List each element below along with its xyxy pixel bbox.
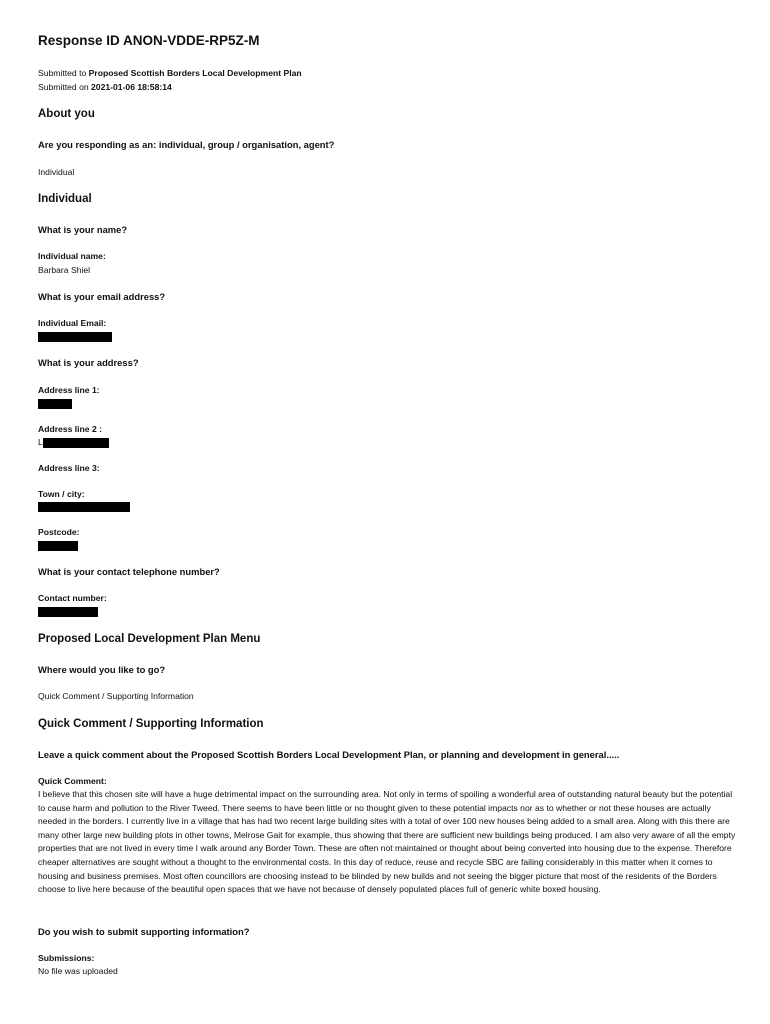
town-label: Town / city:	[38, 489, 85, 499]
menu-answer: Quick Comment / Supporting Information	[38, 691, 194, 701]
address-line-2-redaction	[43, 438, 109, 448]
email-redaction	[38, 332, 112, 342]
supporting-info-question: Do you wish to submit supporting information?	[38, 926, 250, 937]
name-value: Barbara Shiel	[38, 265, 91, 275]
email-question: What is your email address?	[38, 291, 166, 302]
submitted-to-line	[38, 68, 302, 78]
email-label: Individual Email:	[38, 318, 107, 328]
address-line-1-label: Address line 1:	[38, 385, 100, 395]
submissions-label: Submissions:	[38, 953, 95, 963]
town-redaction	[38, 502, 130, 512]
about-heading: About you	[38, 108, 95, 120]
name-question: What is your name?	[38, 224, 128, 235]
submissions-value: No file was uploaded	[38, 966, 118, 976]
menu-heading: Proposed Local Development Plan Menu	[38, 633, 261, 645]
respondent-type-question: Are you responding as an: individual, group / organisation, agent?	[38, 139, 335, 150]
address-line-2-prefix: L	[38, 437, 43, 447]
response-title: Response ID ANON-VDDE-RP5Z-M	[38, 33, 260, 48]
quick-comment-heading: Quick Comment / Supporting Information	[38, 718, 264, 730]
submitted-on-line	[38, 82, 172, 92]
address-line-1-redaction	[38, 399, 72, 409]
respondent-type-answer: Individual	[38, 167, 75, 177]
individual-heading: Individual	[38, 193, 92, 205]
name-label: Individual name:	[38, 251, 106, 261]
submitted-to-label: Submitted to	[38, 68, 87, 78]
address-line-2-label: Address line 2 :	[38, 424, 102, 434]
address-question: What is your address?	[38, 357, 139, 368]
quick-comment-question: Leave a quick comment about the Proposed Scottish Borders Local Development Plan, or planning and development in general.....	[38, 749, 620, 760]
phone-label: Contact number:	[38, 593, 107, 603]
postcode-label: Postcode:	[38, 527, 80, 537]
phone-redaction	[38, 607, 98, 617]
phone-question: What is your contact telephone number?	[38, 566, 220, 577]
submitted-to-value: Proposed Scottish Borders Local Development Plan	[88, 68, 302, 78]
submitted-on-value: 2021-01-06 18:58:14	[91, 82, 172, 92]
submitted-on-label: Submitted on	[38, 82, 89, 92]
address-line-3-label: Address line 3:	[38, 463, 100, 473]
postcode-redaction	[38, 541, 78, 551]
quick-comment-text: I believe that this chosen site will have a huge detrimental impact on the surrounding area. Not only in terms of spoiling a wonderful area of outstanding natural beauty but the potential to cause harm and pollution to the River Tweed. There seems to have been little or no thought given to these potential impacts nor as to whether or not these houses are actually needed in the borders. I currently live in a village that has had two recent large building sites with a total of over 100 new houses being added to a small area. Along with this there are many other large new building plots in other towns, Melrose Gait for example, thus showing that there are sufficient new buildings being produced. I am also very aware of all the empty properties that are not lived in every time I walk around any Border Town. These are often not maintained or thought about being converted into housing due to the expense. Therefore cheaper alternatives are sought without a thought to the environmental costs. In this day of reduce, reuse and recycle SBC are failing considerably in this matter when it comes to housing and business premises. Most often councillors are choosing instead to be blinded by new builds and not seeing the bigger picture that most of the residents of the Borders choose to live here because of the beautiful open spaces that we have not because of densely populated places full of generic white boxed housing.	[38, 789, 736, 895]
quick-comment-label: Quick Comment:	[38, 776, 107, 786]
menu-question: Where would you like to go?	[38, 664, 166, 675]
